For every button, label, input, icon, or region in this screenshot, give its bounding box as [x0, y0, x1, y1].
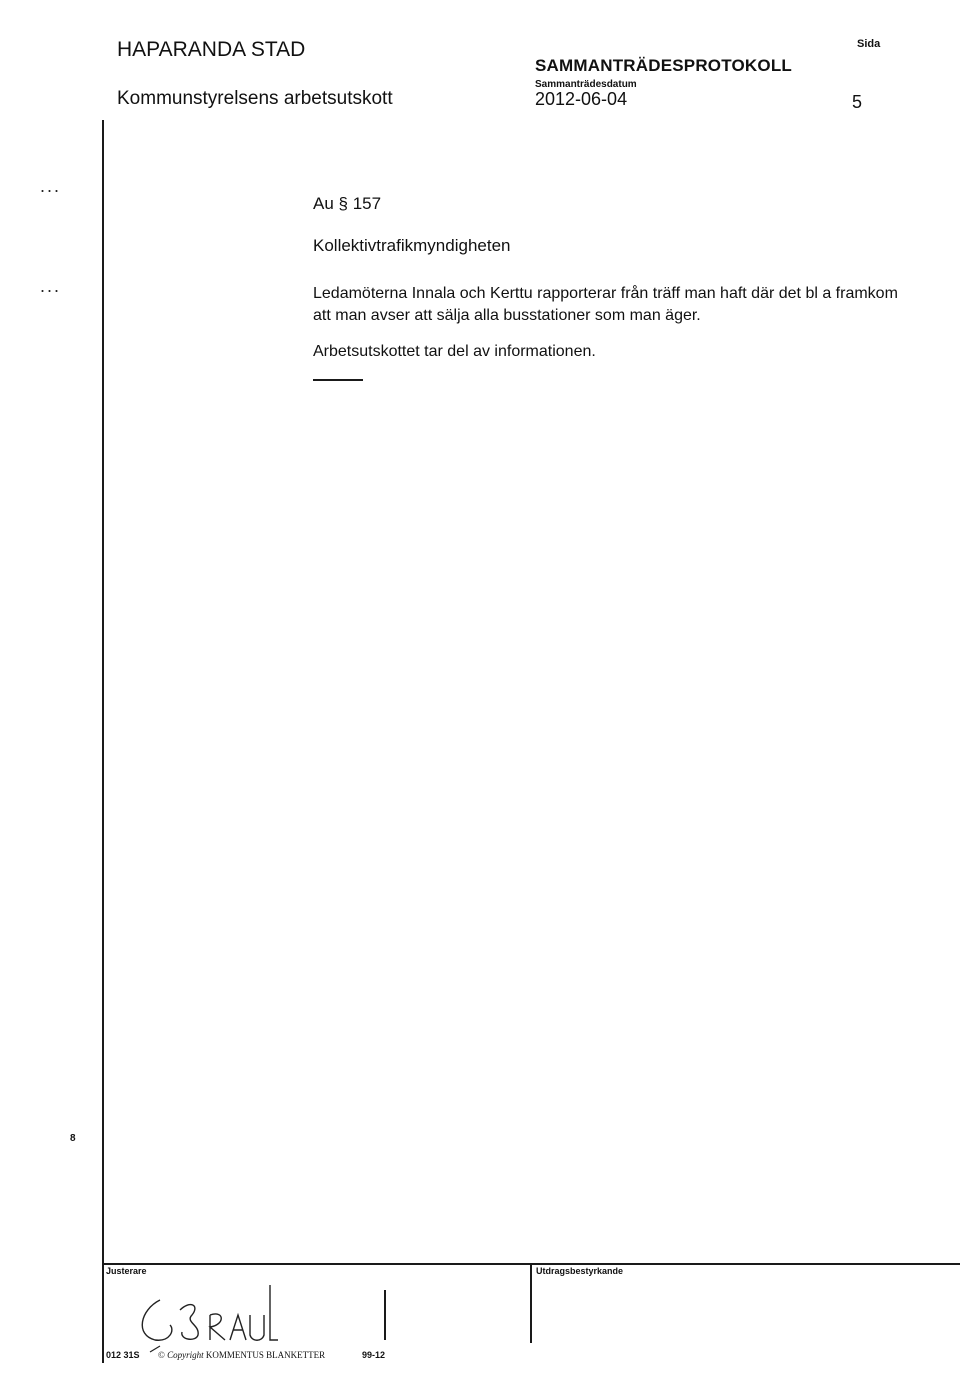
date-label: Sammanträdesdatum	[535, 79, 637, 90]
copyright-word: Copyright	[167, 1350, 204, 1360]
footer-divider	[530, 1263, 532, 1343]
organization-name: HAPARANDA STAD	[117, 38, 306, 61]
justerare-label: Justerare	[106, 1266, 147, 1276]
margin-dots: ...	[40, 176, 62, 196]
form-version: 99-12	[362, 1350, 386, 1360]
handwritten-signature	[130, 1280, 280, 1360]
page-number: 5	[852, 92, 863, 112]
utdrag-label: Utdragsbestyrkande	[536, 1266, 624, 1276]
form-id: 012 31S	[106, 1350, 140, 1360]
section-body: Ledamöterna Innala och Kerttu rapporterar från träff man haft där det bl a framkom att man avser att sälja alla busstationer som man äger.	[313, 285, 898, 324]
committee-name: Kommunstyrelsens arbetsutskott	[117, 88, 393, 109]
meeting-date: 2012-06-04	[535, 89, 628, 109]
document-type: SAMMANTRÄDESPROTOKOLL	[535, 56, 792, 75]
publisher-name: KOMMENTUS BLANKETTER	[205, 1350, 326, 1360]
section-number: Au § 157	[313, 194, 382, 213]
section-end-rule	[313, 379, 363, 381]
page-label: Sida	[857, 38, 881, 50]
margin-dots: ...	[40, 276, 62, 296]
copyright-notice	[158, 1350, 325, 1360]
section-subject: Kollektivtrafikmyndigheten	[313, 236, 511, 255]
footer-divider	[384, 1290, 386, 1340]
margin-number: 8	[70, 1133, 76, 1144]
copyright-symbol: ©	[158, 1350, 165, 1360]
section-decision: Arbetsutskottet tar del av informationen.	[313, 343, 596, 360]
left-margin-rule	[102, 120, 104, 1363]
